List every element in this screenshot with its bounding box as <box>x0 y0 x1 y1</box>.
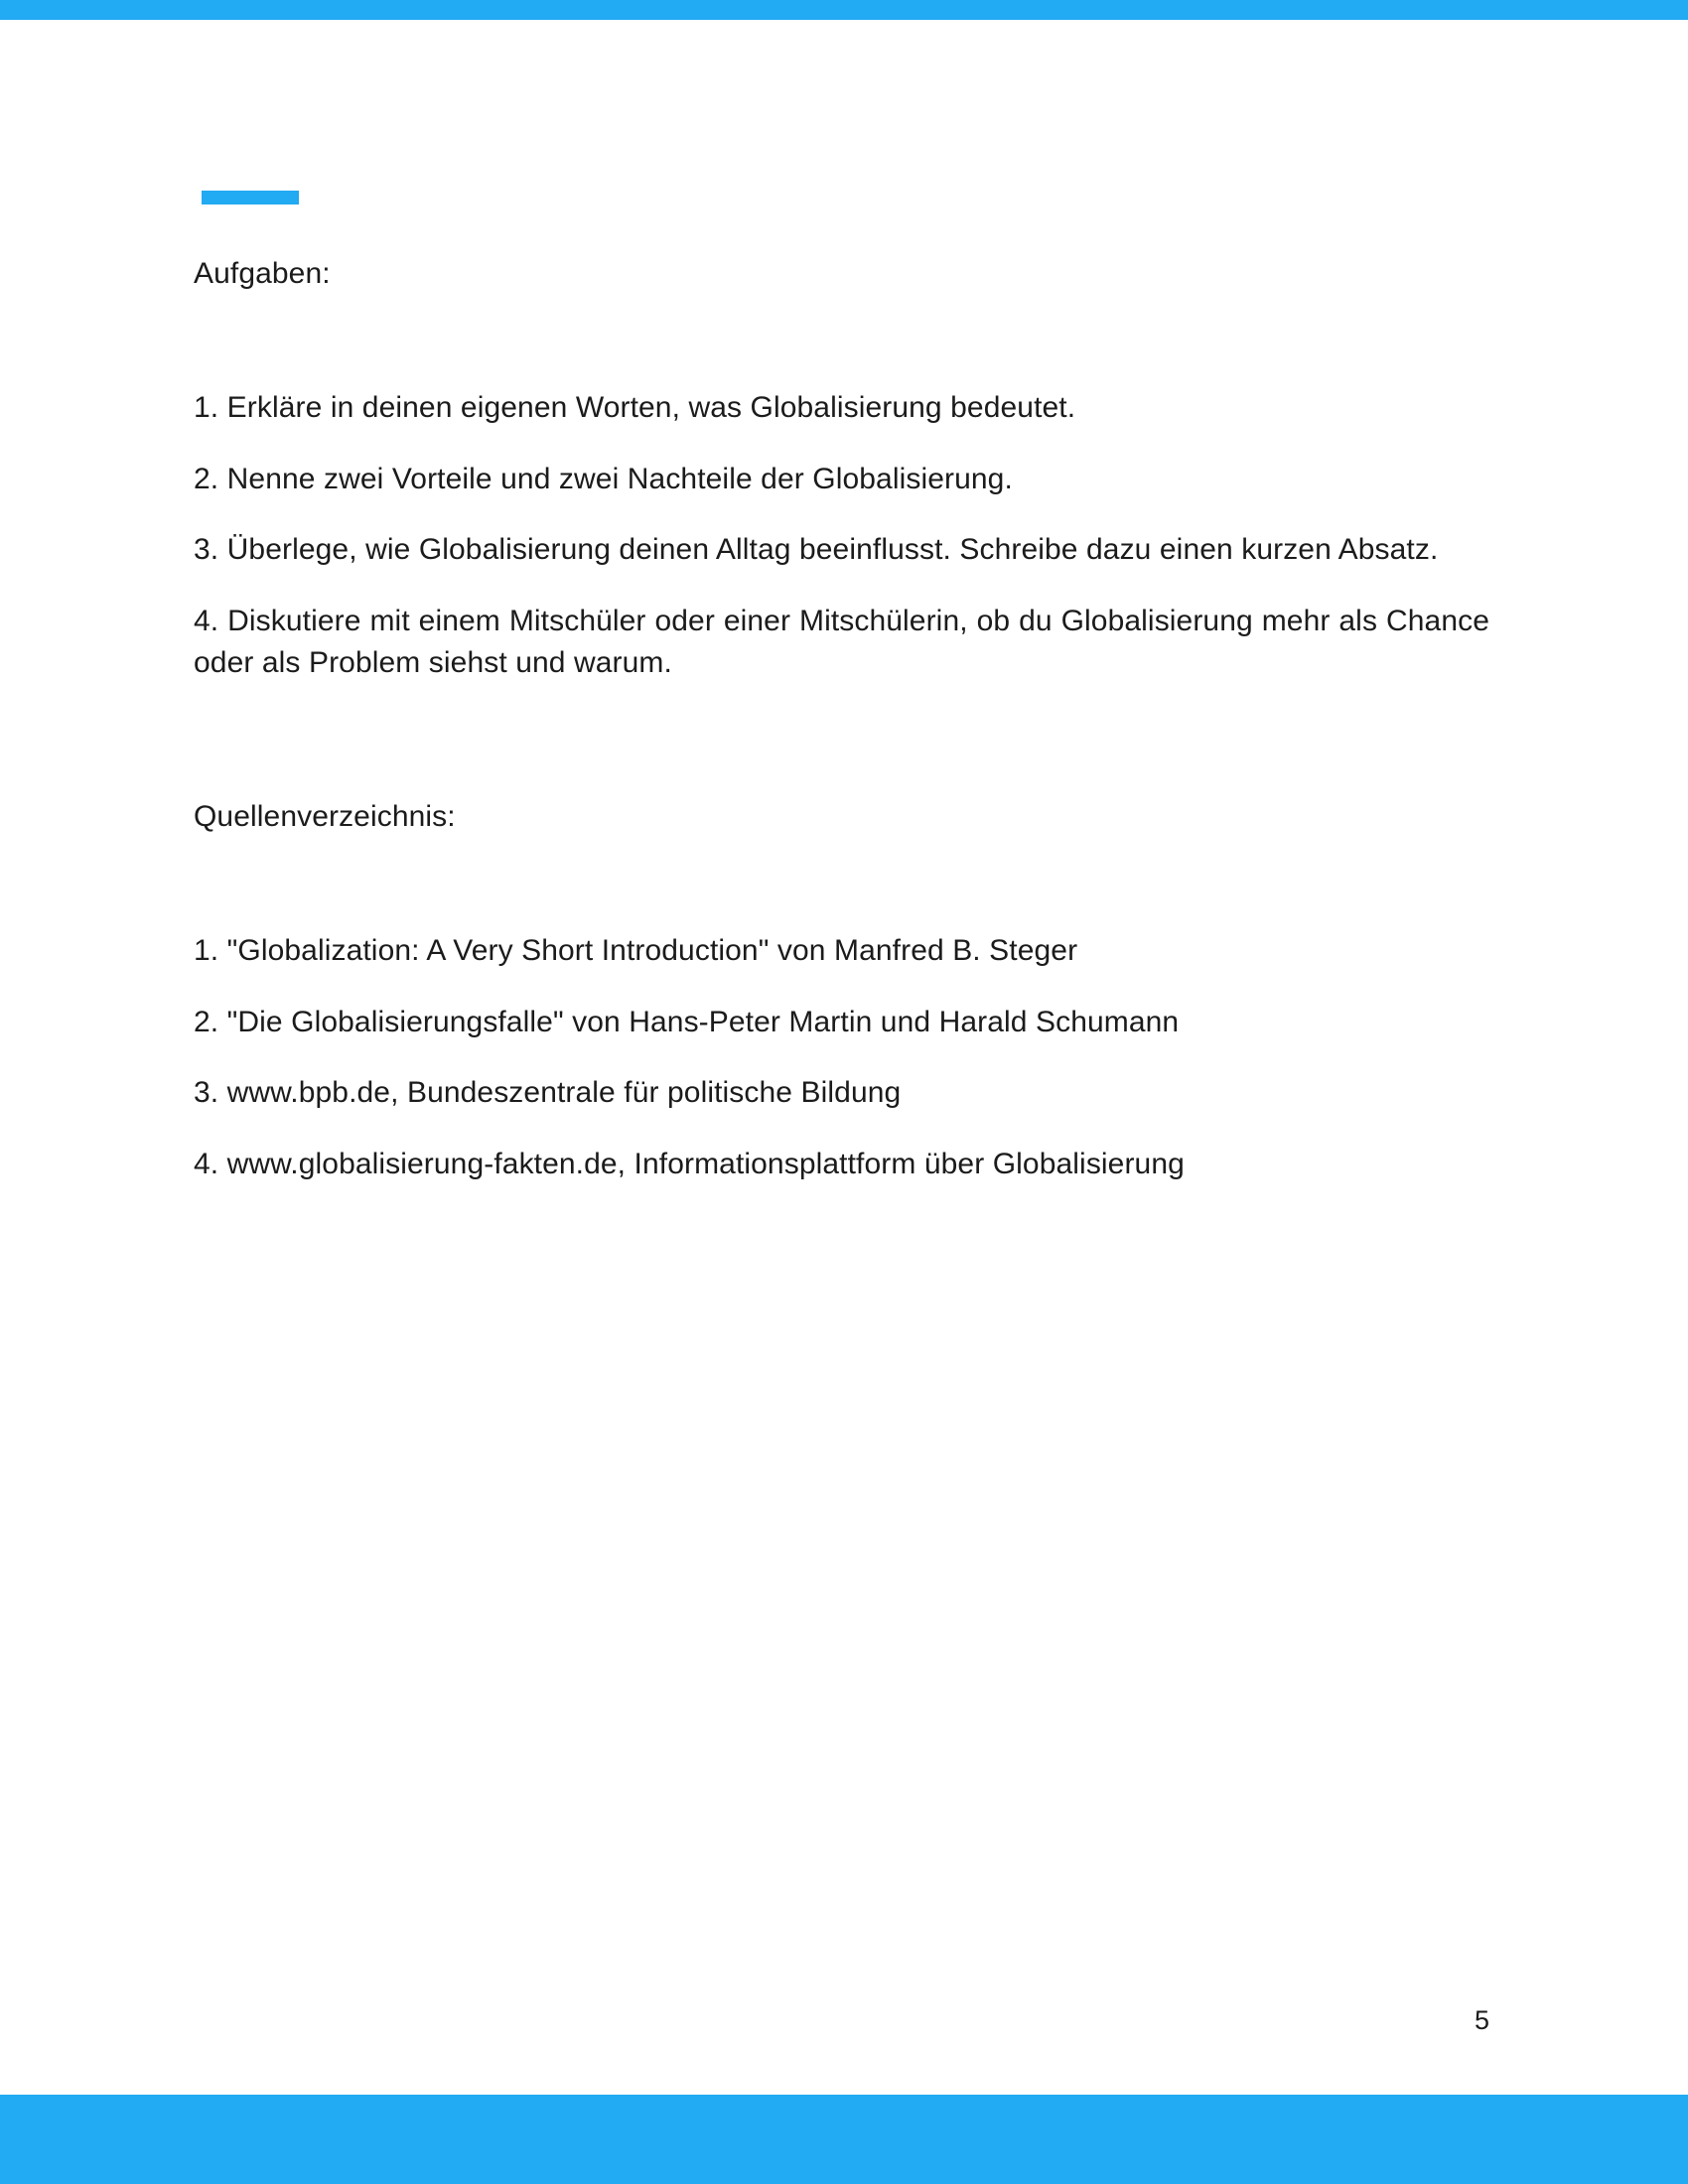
document-content <box>194 253 1489 1185</box>
source-item: 3. www.bpb.de, Bundeszentrale für politische Bildung <box>194 1076 902 1110</box>
page-number: 5 <box>1474 2005 1489 2035</box>
spacer <box>194 838 1489 930</box>
tasks-list <box>194 387 1489 685</box>
sources-section-heading: Quellenverzeichnis: <box>194 799 456 833</box>
source-item: 1. "Globalization: A Very Short Introduction" von Manfred B. Steger <box>194 933 1078 967</box>
spacer <box>194 295 1489 387</box>
task-item: 3. Überlege, wie Globalisierung deinen Alltag beeinflusst. Schreibe dazu einen kurzen Absatz. <box>194 533 1439 567</box>
task-item: 4. Diskutiere mit einem Mitschüler oder einer Mitschülerin, ob du Globalisierung mehr als Chance oder als Problem siehst und warum. <box>194 604 1489 680</box>
bottom-accent-bar <box>0 2095 1688 2184</box>
tasks-section-heading: Aufgaben: <box>194 257 331 290</box>
sources-list <box>194 930 1489 1185</box>
task-item: 1. Erkläre in deinen eigenen Worten, was Globalisierung bedeutet. <box>194 391 1076 424</box>
source-item: 2. "Die Globalisierungsfalle" von Hans-Peter Martin und Harald Schumann <box>194 1005 1180 1038</box>
source-item: 4. www.globalisierung-fakten.de, Informationsplattform über Globalisierung <box>194 1147 1185 1180</box>
section-accent-rule <box>202 191 299 205</box>
task-item: 2. Nenne zwei Vorteile und zwei Nachteile der Globalisierung. <box>194 462 1013 495</box>
spacer <box>194 685 1489 796</box>
